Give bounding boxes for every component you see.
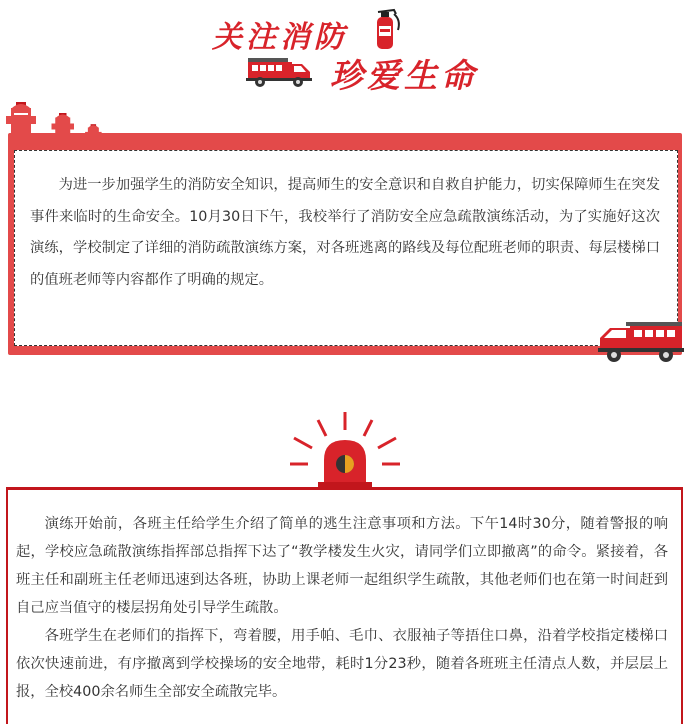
- fire-extinguisher-icon: [368, 6, 404, 50]
- section-right-border: [681, 487, 683, 724]
- intro-paragraph: 为进一步加强学生的消防安全知识，提高师生的安全意识和自救自护能力，切实保障师生在突发事件来临时的生命安全。10月30日下午，我校举行了消防安全应急疏散演练活动，为了实施好这次演练，学校制定了详细的消防疏散演练方案，对各班逃离的路线及每位配班老师的职责、每层楼梯口的值班老师等内容都作了明确的规定。: [30, 177, 660, 288]
- fire-truck-icon: [596, 318, 686, 364]
- fire-truck-icon: [246, 54, 312, 88]
- siren-icon: [280, 408, 410, 490]
- section-left-border: [6, 487, 8, 724]
- title-line-1: 关注消防: [212, 20, 348, 55]
- body-paragraph-1: 演练开始前，各班主任给学生介绍了简单的逃生注意事项和方法。下午14时30分，随着警报的响起，学校应急疏散演练指挥部总指挥下达了“教学楼发生火灾，请同学们立即撤离”的命令。紧接着，各班主任和副班主任老师迅速到达各班，协助上课老师一起组织学生疏散，其他老师们也在第一时间赶到自己应当值守的楼层拐角处引导学生疏散。: [16, 516, 668, 616]
- section-top-border: [6, 487, 683, 490]
- body-paragraph-2: 各班学生在老师们的指挥下，弯着腰，用手帕、毛巾、衣服袖子等捂住口鼻，沿着学校指定楼梯口依次快速前进，有序撤离到学校操场的安全地带，耗时1分23秒，随着各班班主任清点人数，并层层上报，全校400余名师生全部安全疏散完毕。: [16, 628, 668, 700]
- title-line-2: 珍爱生命: [330, 56, 478, 95]
- body-text: [16, 510, 668, 706]
